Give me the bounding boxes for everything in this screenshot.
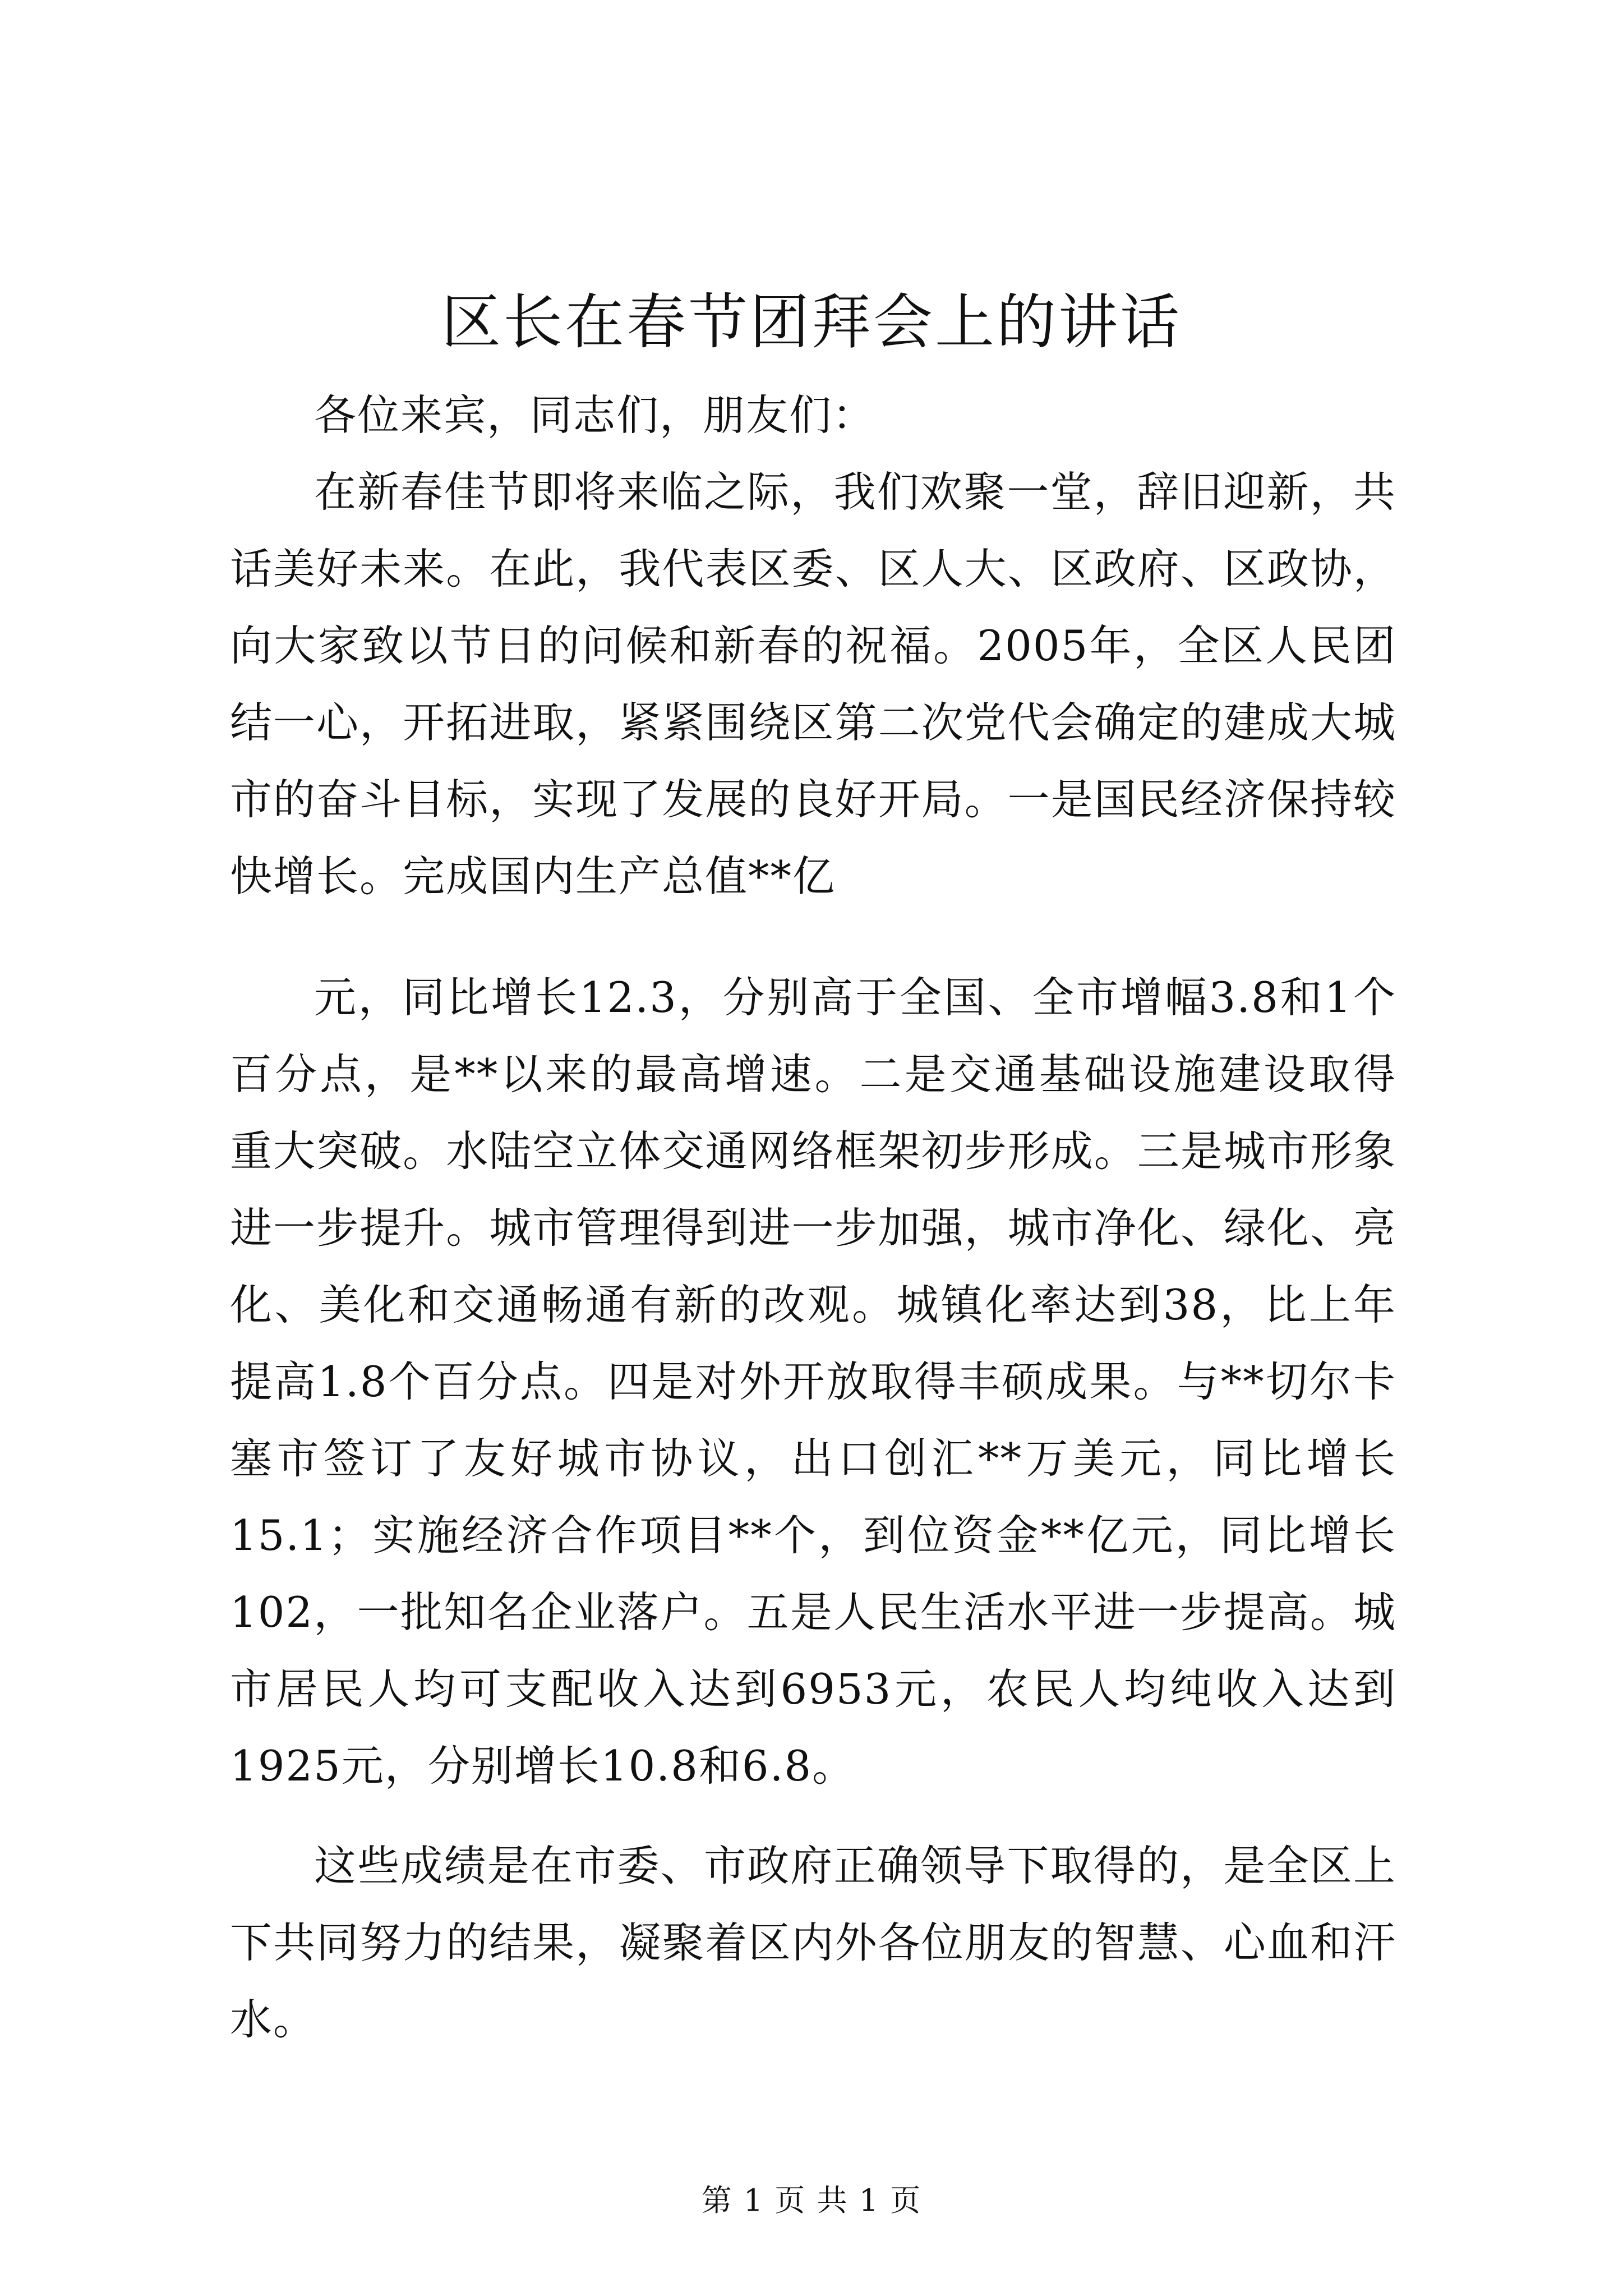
body-paragraph-2: [230, 959, 1396, 1805]
page-footer: 第 1 页 共 1 页: [701, 2183, 922, 2218]
greeting-text: 各位来宾，同志们，朋友们：: [314, 390, 876, 440]
paragraph-text: 在新春佳节即将来临之际，我们欢聚一堂，辞旧迎新，共话美好未来。在此，我代表区委、区人大、区政府、区政协，向大家致以节日的问候和新春的祝福。2005年，全区人民团结一心，开拓进取，紧紧围绕区第二次党代会确定的建成大城市的奋斗目标，实现了发展的良好开局。一是国民经济保持较快增长。完成国内生产总值**亿: [230, 467, 1396, 901]
body-paragraph-3: [230, 1828, 1396, 2058]
paragraph-text: 这些成绩是在市委、市政府正确领导下取得的，是全区上下共同努力的结果，凝聚着区内外各位朋友的智慧、心血和汗水。: [230, 1841, 1396, 2044]
paragraph-text: 元，同比增长12.3，分别高于全国、全市增幅3.8和1个百分点，是**以来的最高增速。二是交通基础设施建设取得重大突破。水陆空立体交通网络框架初步形成。三是城市形象进一步提升。城市管理得到进一步加强，城市净化、绿化、亮化、美化和交通畅通有新的改观。城镇化率达到38，比上年提高1.8个百分点。四是对外开放取得丰硕成果。与**切尔卡塞市签订了友好城市协议，出口创汇**万美元，同比增长15.1；实施经济合作项目**个，到位资金**亿元，同比增长102，一批知名企业落户。五是人民生活水平进一步提高。城市居民人均可支配收入达到6953元，农民人均纯收入达到1925元，分别增长10.8和6.8。: [230, 973, 1396, 1791]
document-title: 区长在春节团拜会上的讲话: [441, 288, 1182, 357]
greeting-line: [230, 377, 1396, 454]
body-paragraph-1: [230, 454, 1396, 915]
